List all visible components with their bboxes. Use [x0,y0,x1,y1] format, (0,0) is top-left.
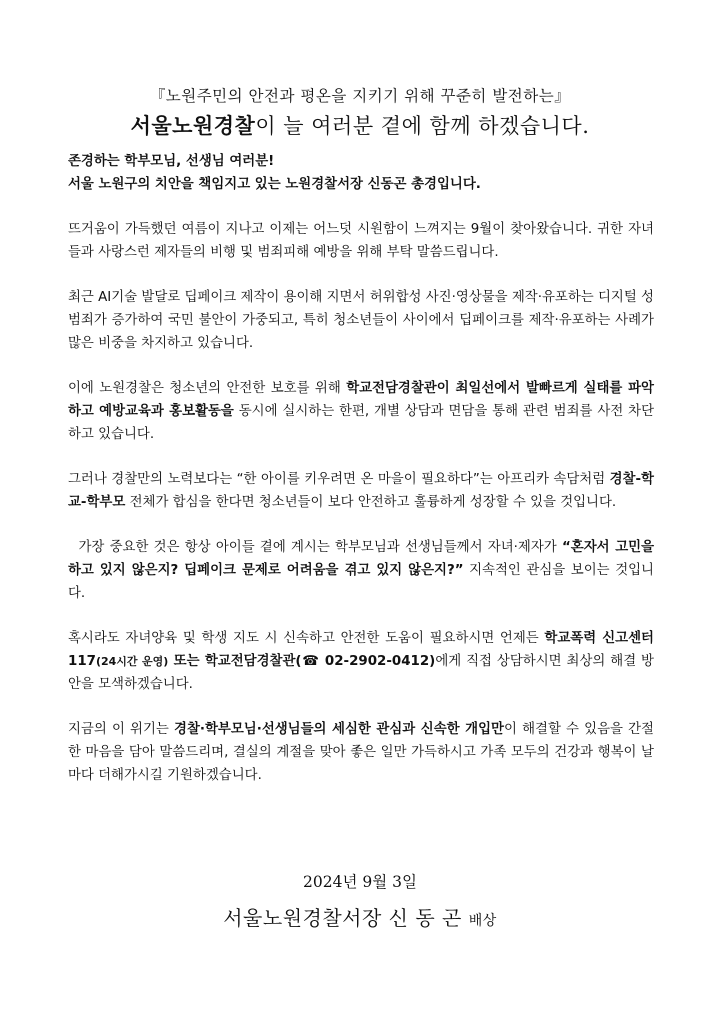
letter-date: 2024년 9월 3일 [303,873,417,891]
headline [0,110,720,140]
paragraph-7-text-end: 이 해결할 수 있음을 간절한 마음을 담아 말씀드리며, 결실의 계절을 맞아 좋은 일만 가득하시고 가족 모두의 건강과 행복이 날마다 더해가시길 기원하겠습니다. [68,722,654,783]
paragraph-5-text-end: 지속적인 관심을 보이는 것입니다. [68,563,654,601]
paragraph-5-text: 가장 중요한 것은 항상 아이들 곁에 계시는 학부모님과 선생님들께서 자녀·제자가 [78,540,562,555]
headline-org: 서울노원경찰 [130,114,256,138]
signature [0,902,720,931]
paragraph-3-text-end: 동시에 실시하는 한편, 개별 상담과 면담을 통해 관련 범죄를 사전 차단하고 있습니다. [68,404,655,442]
paragraph-4 [68,468,654,514]
slogan: 『노원주민의 안전과 평온을 지키기 위해 꾸준히 발전하는』 [149,87,571,105]
report-center-hours: (24시간 운영) [95,655,169,668]
letter-body [68,150,654,809]
signature-name: 서울노원경찰서장 신 동 곤 [223,906,462,930]
paragraph-6 [68,627,654,696]
paragraph-3-text: 이에 노원경찰은 청소년의 안전한 보호를 위해 [68,381,347,396]
paragraph-3-emphasis: 학교전담경찰관이 최일선에서 발빠르게 실태를 파악하고 예방교육과 홍보활동을 [68,381,654,419]
paragraph-4-text-end: 전체가 합심을 한다면 청소년들이 보다 안전하고 훌륭하게 성장할 수 있을 것입니다. [125,495,617,510]
paragraph-7 [68,718,654,787]
paragraph-5-emphasis: “혼자서 고민을 하고 있지 않은지? 딥페이크 문제로 어려움을 겪고 있지 않은지?” [68,540,655,578]
paragraph-7-text: 지금의 이 위기는 [68,722,175,737]
paragraph-7-emphasis: 경찰·학부모님·선생님들의 세심한 관심과 신속한 개입만 [174,722,504,737]
paragraph-6-text-end: 에게 직접 상담하시면 최상의 해결 방안을 모색하겠습니다. [68,654,654,692]
greeting [68,150,654,196]
headline-text: 이 늘 여러분 곁에 함께 하겠습니다. [255,114,590,138]
paragraph-3 [68,377,654,446]
paragraph-5 [68,536,654,605]
paragraph-4-text: 그러나 경찰만의 노력보다는 “한 아이를 키우려면 온 마을이 필요하다”는 아프리카 속담처럼 [68,472,610,487]
paragraph-4-emphasis: 경찰-학교-학부모 [68,472,654,510]
greeting-line-1: 존경하는 학부모님, 선생님 여러분! [68,154,275,169]
signature-closing: 배상 [468,913,497,929]
greeting-line-2: 서울 노원구의 치안을 책임지고 있는 노원경찰서장 신동곤 총경입니다. [68,177,481,192]
report-center: 학교폭력 신고센터 117 [68,631,654,669]
paragraph-2: 최근 AI기술 발달로 딥페이크 제작이 용이해 지면서 허위합성 사진·영상물을 제작·유포하는 디지털 성범죄가 증가하여 국민 불안이 가중되고, 특히 청소년들이 사이에서 딥페이크를 제작·유포하는 사례가 많은 비중을 차지하고 있습니다. [68,290,654,351]
school-police-contact: 또는 학교전담경찰관(☎ 02-2902-0412) [168,654,436,669]
paragraph-1: 뜨거움이 가득했던 여름이 지나고 이제는 어느덧 시원함이 느껴지는 9월이 찾아왔습니다. 귀한 자녀들과 사랑스런 제자들의 비행 및 범죄피해 예방을 위해 부탁 말씀드립니다. [68,222,654,260]
paragraph-6-text: 혹시라도 자녀양육 및 학생 지도 시 신속하고 안전한 도움이 필요하시면 언제든 [68,631,545,646]
